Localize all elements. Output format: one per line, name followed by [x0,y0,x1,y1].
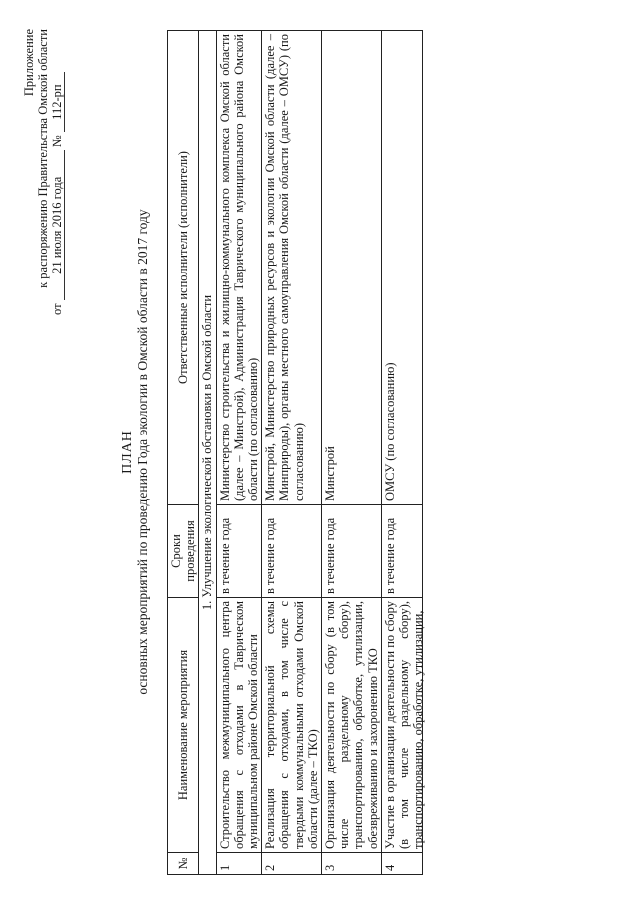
row-num: 1 [216,853,262,875]
table-row [262,31,322,875]
row-executors: Минстрой, Министерство природных ресурсов и экологии Омской области (далее – Минприроды), органы местного самоуправления Омской области (далее – ОМСУ) (по согласованию) [262,31,322,505]
row-num: 2 [262,853,322,875]
appendix-block [22,29,65,319]
decree-date: 21 июля 2016 года [50,150,65,300]
appendix-decree-line: к распоряжению Правительства Омской области [36,29,50,288]
header-num: № [168,853,199,875]
header-executors: Ответственные исполнители (исполнители) [168,31,199,505]
row-name [381,598,426,853]
row-deadline: в течение года [262,505,322,598]
plan-heading: ПЛАН [120,430,135,474]
row-num: 3 [322,853,382,875]
plan-table [167,30,426,875]
section-row [199,31,216,875]
header-name: Наименование мероприятия [168,598,199,853]
appendix-label: Приложение [22,29,36,97]
row-name: Реализация территориальной схемы обращения с отходами, в том числе с твердыми коммунальными отходами Омской области (далее – ТКО) [262,598,322,853]
table-header-row [168,31,199,875]
row-deadline: в течение года [216,505,262,598]
table-row [216,31,262,875]
decree-number: 112-рп [50,72,65,132]
row-name: Строительство межмуниципального центра обращения с отходами в Таврическом муниципальном районе Омской области [216,598,262,853]
date-prefix: от [50,303,64,315]
row-deadline: в течение года [322,505,382,598]
rotated-page [20,17,620,887]
title-block [120,17,150,887]
header-deadline: Сроки проведения [168,505,199,598]
row-name-text: Участие в организации деятельности по сбору (в том числе раздельному сбору), транспортированию, обработке, утилизации, [382,601,426,849]
table-row [381,31,422,875]
number-prefix: № [50,135,64,148]
appendix-date-line [50,29,65,319]
row-executors: Минстрой [322,31,382,505]
section-title: 1. Улучшение экологической обстановки в Омской области [199,31,216,875]
plan-subheading: основных мероприятий по проведению Года экологии в Омской области в 2017 году [135,209,150,695]
row-name: Организация деятельности по сбору (в том числе раздельному сбору), транспортированию, обработке, утилизации, обезвреживанию и захоронению ТКО [322,598,382,853]
table-row [322,31,382,875]
row-executors: Министерство строительства и жилищно-коммунального комплекса Омской области (далее – Минстрой), Администрация Таврического муниципального района Омской области (по согласованию) [216,31,262,505]
row-executors: ОМСУ (по согласованию) [381,31,422,505]
row-num: 4 [381,853,422,875]
row-deadline: в течение года [381,505,422,598]
